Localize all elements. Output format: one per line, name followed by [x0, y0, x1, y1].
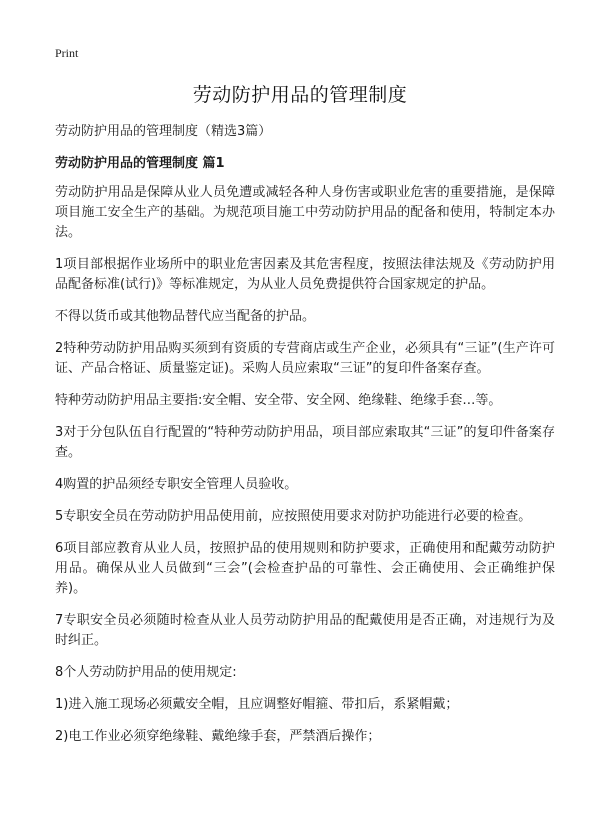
paragraph-item-7: 7专职安全员必须随时检查从业人员劳动防护用品的配戴使用是否正确，对违规行为及时纠正。 — [55, 613, 555, 648]
document-body — [55, 183, 555, 759]
paragraph-item-1: 1项目部根据作业场所中的职业危害因素及其危害程度，按照法律法规及《劳动防护用品配备标准(试行)》等标准规定，为从业人员免费提供符合国家规定的护品。 — [55, 257, 555, 292]
paragraph-item-2: 2特种劳动防护用品购买须到有资质的专营商店或生产企业，必须具有“三证”(生产许可证、产品合格证、质量鉴定证)。采购人员应索取“三证”的复印件备案存查。 — [55, 341, 555, 376]
print-label[interactable]: Print — [55, 46, 79, 60]
paragraph-rule-1: 1)进入施工现场必须戴安全帽，且应调整好帽箍、带扣后，系紧帽戴； — [55, 697, 459, 712]
paragraph-item-5: 5专职安全员在劳动防护用品使用前，应按照使用要求对防护功能进行必要的检查。 — [55, 509, 532, 524]
page-title: 劳动防护用品的管理制度 — [192, 84, 408, 106]
paragraph-item-8: 8个人劳动防护用品的使用规定: — [55, 665, 237, 680]
paragraph-item-4: 4购置的护品须经专职安全管理人员验收。 — [55, 477, 298, 492]
paragraph-item-1-note: 不得以货币或其他物品替代应当配备的护品。 — [55, 309, 316, 324]
paragraph-item-3: 3对于分包队伍自行配置的“特种劳动防护用品，项目部应索取其“三证”的复印件备案存查。 — [55, 425, 555, 460]
document-subtitle: 劳动防护用品的管理制度（精选3篇） — [55, 124, 272, 139]
paragraph-item-2-note: 特种劳动防护用品主要指:安全帽、安全带、安全网、绝缘鞋、绝缘手套…等。 — [55, 393, 502, 408]
section-heading: 劳动防护用品的管理制度 篇1 — [55, 156, 225, 171]
paragraph-rule-2: 2)电工作业必须穿绝缘鞋、戴绝缘手套，严禁酒后操作； — [55, 729, 381, 744]
paragraph-intro: 劳动防护用品是保障从业人员免遭或减轻各种人身伤害或职业危害的重要措施，是保障项目施工安全生产的基础。为规范项目施工中劳动防护用品的配备和使用，特制定本办法。 — [55, 185, 555, 240]
paragraph-item-6: 6项目部应教育从业人员，按照护品的使用规则和防护要求，正确使用和配戴劳动防护用品。确保从业人员做到“三会”(会检查护品的可靠性、会正确使用、会正确维护保养)。 — [55, 541, 555, 596]
